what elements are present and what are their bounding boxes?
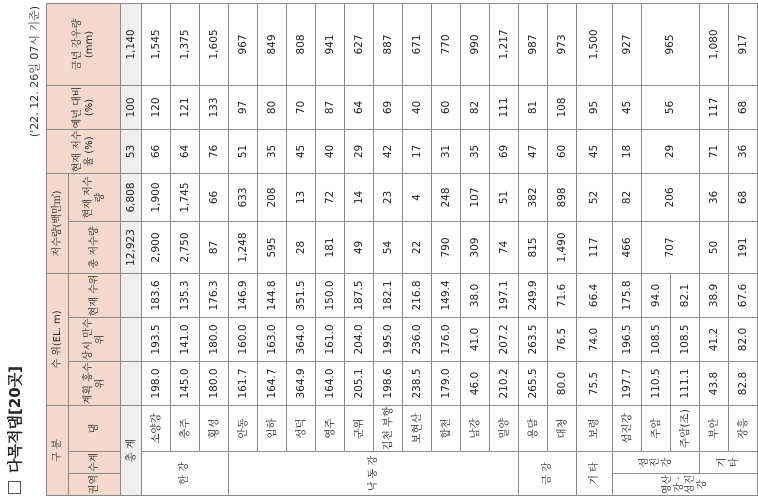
- cell: 60: [548, 129, 577, 173]
- cell: 74.0: [577, 317, 613, 361]
- cell: 175.8: [613, 273, 642, 317]
- cell: 111: [490, 85, 519, 129]
- cell: 49: [345, 221, 374, 273]
- cell: 69: [490, 129, 519, 173]
- hdr-division: 구 분: [47, 405, 69, 495]
- empty-cell: [121, 273, 142, 317]
- cell: 248: [432, 173, 461, 221]
- cell: 351.5: [287, 273, 316, 317]
- cell: 1,490: [548, 221, 577, 273]
- hdr-current-storage: 현재 저수량: [69, 173, 121, 221]
- cell: 87: [316, 85, 345, 129]
- cell: 71: [700, 129, 729, 173]
- hdr-vs-normal: 예년 대비 (%): [47, 85, 121, 129]
- table-row: [613, 3, 642, 495]
- cell: 43.8: [700, 361, 729, 405]
- cell: 146.9: [229, 273, 258, 317]
- cell: 309: [461, 221, 490, 273]
- cell: 238.5: [403, 361, 432, 405]
- cell: 973: [548, 3, 577, 85]
- cell: 145.0: [171, 361, 200, 405]
- cell: 133: [200, 85, 229, 129]
- cell: 1,248: [229, 221, 258, 273]
- cell: 204.0: [345, 317, 374, 361]
- cell: 110.5: [642, 361, 671, 405]
- cell: 97: [229, 85, 258, 129]
- cell: 22: [403, 221, 432, 273]
- cell: 74: [490, 221, 519, 273]
- cell: 182.1: [374, 273, 403, 317]
- cell: 627: [345, 3, 374, 85]
- cell: 364.0: [287, 317, 316, 361]
- dam-cell: 보현산: [403, 405, 432, 451]
- cell: 1,605: [200, 3, 229, 85]
- cell: 82: [613, 173, 642, 221]
- cell: 66.4: [577, 273, 613, 317]
- cell: 45: [577, 129, 613, 173]
- cell: 40: [403, 85, 432, 129]
- dam-cell: 주암: [642, 405, 671, 451]
- table-row: [700, 3, 729, 495]
- cell: 265.5: [519, 361, 548, 405]
- cell: 80.0: [548, 361, 577, 405]
- cell: 941: [316, 3, 345, 85]
- cell: 94.0: [642, 273, 671, 317]
- dam-cell: 부안: [700, 405, 729, 451]
- cell: 45: [287, 129, 316, 173]
- cell: 108: [548, 85, 577, 129]
- table-row: [374, 3, 403, 495]
- river-cell: 기 타: [700, 452, 758, 474]
- cell: 29: [345, 129, 374, 173]
- table-row: [258, 3, 287, 495]
- cell: 76: [200, 129, 229, 173]
- table-row: [316, 3, 345, 495]
- cell: 187.5: [345, 273, 374, 317]
- table-row: [345, 3, 374, 495]
- cell: 808: [287, 3, 316, 85]
- cell: 52: [577, 173, 613, 221]
- dam-cell: 남강: [461, 405, 490, 451]
- cell: 183.6: [142, 273, 171, 317]
- cell: 41.0: [461, 317, 490, 361]
- cell: 82.0: [729, 317, 758, 361]
- cell: 46.0: [461, 361, 490, 405]
- cell: 50: [700, 221, 729, 273]
- date-note: ('22. 12. 26일 07시 기준): [28, 6, 41, 138]
- cell: 1,375: [171, 3, 200, 85]
- cell: 196.5: [613, 317, 642, 361]
- cell: 150.0: [316, 273, 345, 317]
- cell: 207.2: [490, 317, 519, 361]
- cell: 382: [519, 173, 548, 221]
- hdr-dam: 댐: [69, 405, 121, 451]
- total-storage: 12,923: [121, 221, 142, 273]
- dam-cell: 소양강: [142, 405, 171, 451]
- cell: 161.7: [229, 361, 258, 405]
- title-text: 다목적댐[20곳]: [6, 365, 24, 473]
- cell: 141.0: [171, 317, 200, 361]
- cell: 13: [287, 173, 316, 221]
- cell: 176.3: [200, 273, 229, 317]
- cell: 23: [374, 173, 403, 221]
- cell: 917: [729, 3, 758, 85]
- table-row: [490, 3, 519, 495]
- cell: 75.5: [577, 361, 613, 405]
- cell: 68: [729, 85, 758, 129]
- cell: 95: [577, 85, 613, 129]
- cell: 38.0: [461, 273, 490, 317]
- cell: 82.1: [671, 273, 700, 317]
- dam-cell: 섬진강: [613, 405, 642, 451]
- dam-cell: 김천 부항: [374, 405, 403, 451]
- cell: 38.9: [700, 273, 729, 317]
- total-rate: 53: [121, 129, 142, 173]
- cell: 965: [642, 3, 700, 85]
- cell: 107: [461, 173, 490, 221]
- table-row: [577, 3, 613, 495]
- total-label: 총 계: [121, 405, 142, 495]
- river-cell: 기 타: [577, 452, 613, 496]
- table-row: [229, 3, 258, 495]
- river-cell: 섬 진 강: [613, 452, 700, 474]
- hdr-storage: 저수량(백만㎥): [47, 173, 69, 273]
- cell: 87: [200, 221, 229, 273]
- cell: 191: [729, 221, 758, 273]
- cell: 193.5: [142, 317, 171, 361]
- table-row: [287, 3, 316, 495]
- total-vs: 100: [121, 85, 142, 129]
- cell: 72: [316, 173, 345, 221]
- cell: 208: [258, 173, 287, 221]
- dam-cell: 밀양: [490, 405, 519, 451]
- cell: 149.4: [432, 273, 461, 317]
- cell: 64: [345, 85, 374, 129]
- cell: 54: [374, 221, 403, 273]
- hdr-river: 수계: [69, 452, 121, 474]
- dam-cell: 충주: [171, 405, 200, 451]
- cell: 82.8: [729, 361, 758, 405]
- cell: 42: [374, 129, 403, 173]
- cell: 41.2: [700, 317, 729, 361]
- cell: 17: [403, 129, 432, 173]
- table-row: [729, 3, 758, 495]
- cell: 36: [700, 173, 729, 221]
- basin-cell: 낙 동 강: [229, 452, 519, 496]
- cell: 466: [613, 221, 642, 273]
- cell: 66: [142, 129, 171, 173]
- cell: 28: [287, 221, 316, 273]
- cell: 164.7: [258, 361, 287, 405]
- hdr-water-level: 수 위(EL. m): [47, 273, 69, 405]
- cell: 117: [577, 221, 613, 273]
- table-row: [142, 3, 171, 495]
- cell: 927: [613, 3, 642, 85]
- cell: 121: [171, 85, 200, 129]
- cell: 67.6: [729, 273, 758, 317]
- cell: 45: [613, 85, 642, 129]
- hdr-storage-rate: 현재 저수율 (%): [47, 129, 121, 173]
- checkbox-icon: [8, 481, 21, 494]
- cell: 66: [200, 173, 229, 221]
- cell: 164.0: [316, 361, 345, 405]
- cell: 135.3: [171, 273, 200, 317]
- table-row: [642, 3, 671, 495]
- cell: 56: [642, 85, 700, 129]
- hdr-basin: 권역: [69, 474, 121, 496]
- cell: 4: [403, 173, 432, 221]
- basin-cell: 영산강 · 섬진강: [613, 474, 758, 496]
- dam-cell: 대청: [548, 405, 577, 451]
- cell: 163.0: [258, 317, 287, 361]
- cell: 205.1: [345, 361, 374, 405]
- cell: 633: [229, 173, 258, 221]
- dam-cell: 성덕: [287, 405, 316, 451]
- cell: 64: [171, 129, 200, 173]
- cell: 1,080: [700, 3, 729, 85]
- total-row: [121, 3, 142, 495]
- cell: 47: [519, 129, 548, 173]
- cell: 144.8: [258, 273, 287, 317]
- cell: 197.1: [490, 273, 519, 317]
- cell: 176.0: [432, 317, 461, 361]
- cell: 180.0: [200, 361, 229, 405]
- hdr-normal-full: 상시 만수위: [69, 317, 121, 361]
- table-row: [548, 3, 577, 495]
- cell: 210.2: [490, 361, 519, 405]
- cell: 117: [700, 85, 729, 129]
- empty-cell: [121, 317, 142, 361]
- table-row: [519, 3, 548, 495]
- dam-cell: 영주: [316, 405, 345, 451]
- cell: 60: [432, 85, 461, 129]
- cell: 216.8: [403, 273, 432, 317]
- cell: 1,900: [142, 173, 171, 221]
- cell: 1,545: [142, 3, 171, 85]
- basin-cell: 금 강: [519, 452, 577, 496]
- cell: 51: [229, 129, 258, 173]
- cell: 990: [461, 3, 490, 85]
- dam-cell: 주암(조): [671, 405, 700, 451]
- total-current: 6,808: [121, 173, 142, 221]
- cell: 82: [461, 85, 490, 129]
- cell: 236.0: [403, 317, 432, 361]
- cell: 18: [613, 129, 642, 173]
- table-row: [432, 3, 461, 495]
- cell: 1,500: [577, 3, 613, 85]
- cell: 51: [490, 173, 519, 221]
- hdr-design-flood: 계획 홍수위: [69, 361, 121, 405]
- cell: 198.0: [142, 361, 171, 405]
- cell: 108.5: [671, 317, 700, 361]
- cell: 263.5: [519, 317, 548, 361]
- table-row: [461, 3, 490, 495]
- cell: 71.6: [548, 273, 577, 317]
- dam-cell: 안동: [229, 405, 258, 451]
- cell: 70: [287, 85, 316, 129]
- cell: 2,900: [142, 221, 171, 273]
- cell: 249.9: [519, 273, 548, 317]
- cell: 40: [316, 129, 345, 173]
- cell: 887: [374, 3, 403, 85]
- cell: 68: [729, 173, 758, 221]
- cell: 849: [258, 3, 287, 85]
- cell: 595: [258, 221, 287, 273]
- cell: 108.5: [642, 317, 671, 361]
- cell: 197.7: [613, 361, 642, 405]
- cell: 206: [642, 173, 700, 221]
- cell: 35: [461, 129, 490, 173]
- dam-cell: 임하: [258, 405, 287, 451]
- hdr-total-storage: 총 저수량: [69, 221, 121, 273]
- cell: 770: [432, 3, 461, 85]
- cell: 80: [258, 85, 287, 129]
- hdr-rainfall: 금년 강우량 (mm): [47, 3, 121, 85]
- cell: 69: [374, 85, 403, 129]
- basin-cell: 한 강: [142, 452, 229, 496]
- cell: 14: [345, 173, 374, 221]
- cell: 161.0: [316, 317, 345, 361]
- cell: 120: [142, 85, 171, 129]
- cell: 195.0: [374, 317, 403, 361]
- cell: 898: [548, 173, 577, 221]
- cell: 2,750: [171, 221, 200, 273]
- cell: 198.6: [374, 361, 403, 405]
- cell: 179.0: [432, 361, 461, 405]
- cell: 35: [258, 129, 287, 173]
- empty-cell: [121, 361, 142, 405]
- cell: 181: [316, 221, 345, 273]
- table-row: [171, 3, 200, 495]
- cell: 364.9: [287, 361, 316, 405]
- cell: 160.0: [229, 317, 258, 361]
- cell: 1,217: [490, 3, 519, 85]
- dam-cell: 용담: [519, 405, 548, 451]
- dam-cell: 횡성: [200, 405, 229, 451]
- cell: 671: [403, 3, 432, 85]
- total-rain: 1,140: [121, 3, 142, 85]
- cell: 81: [519, 85, 548, 129]
- dam-cell: 장흥: [729, 405, 758, 451]
- table-row: [403, 3, 432, 495]
- cell: 36: [729, 129, 758, 173]
- dam-table: [46, 3, 758, 496]
- cell: 31: [432, 129, 461, 173]
- cell: 29: [642, 129, 700, 173]
- cell: 815: [519, 221, 548, 273]
- hdr-current-level: 현재 수위: [69, 273, 121, 317]
- table-row: [200, 3, 229, 495]
- dam-cell: 군위: [345, 405, 374, 451]
- cell: 987: [519, 3, 548, 85]
- dam-cell: 보령: [577, 405, 613, 451]
- doc-title: [4, 366, 25, 494]
- dam-cell: 합천: [432, 405, 461, 451]
- cell: 707: [642, 221, 700, 273]
- cell: 1,745: [171, 173, 200, 221]
- cell: 111.1: [671, 361, 700, 405]
- cell: 967: [229, 3, 258, 85]
- cell: 76.5: [548, 317, 577, 361]
- cell: 790: [432, 221, 461, 273]
- cell: 180.0: [200, 317, 229, 361]
